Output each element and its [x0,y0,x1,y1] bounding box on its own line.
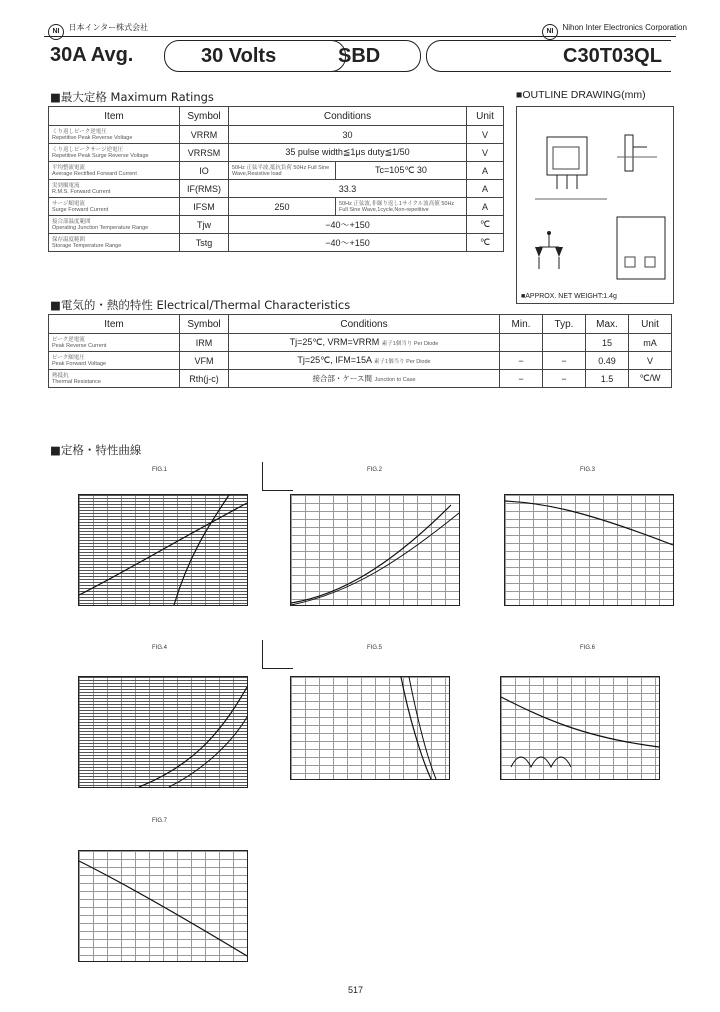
col-item: Item [49,107,180,126]
fig7-chart [78,850,248,962]
diode-symbol [535,247,543,257]
item-en: Repetitive Peak Surge Reverse Voltage [52,152,149,159]
col-conditions: Conditions [229,107,467,126]
item-en: Surge Forward Current [52,206,109,213]
table-row [49,180,504,198]
unit: ℃ [467,216,504,234]
elec-heading: ■電気的・熱的特性 Electrical/Thermal Characteristics [50,298,351,312]
conditions: −40〜+150 [229,216,467,234]
part-pill [426,40,671,72]
item-jp: くり返しピークサージ逆電圧 [52,146,124,153]
table-row [49,144,504,162]
page-number: 517 [348,985,364,995]
conditions: Tj=25℃, IFM=15A [297,355,372,365]
symbol: VRRM [180,126,229,144]
conditions: Tc=105℃ 30 [336,162,467,180]
curves-heading: ■定格・特性曲線 [50,443,142,457]
fig3-chart [504,494,674,606]
max: 1.5 [586,370,629,388]
col-typ: Typ. [543,315,586,334]
cond-note: Junction to Case [374,377,416,383]
max: 0.49 [586,352,629,370]
item-en: Operating Junction Temperature Range [52,224,149,231]
item-en: Peak Reverse Current [52,342,107,349]
fig4-curves [79,677,247,787]
side-view [625,135,633,171]
symbol: Tstg [180,234,229,252]
company-name-jp: 日本インター株式会社 [68,23,149,32]
fig4-label: FIG.4 [152,645,168,651]
fig4-chart [78,676,248,788]
col-unit: Unit [467,107,504,126]
fig3-label: FIG.3 [580,467,596,473]
col-min: Min. [500,315,543,334]
company-name-en: Nihon Inter Electronics Corporation [562,23,687,32]
footprint-view [617,217,665,279]
typ [543,334,586,352]
conditions: −40〜+150 [229,234,467,252]
logo-icon: NI [542,24,558,40]
unit: ℃/W [629,370,672,388]
min: − [500,370,543,388]
current-rating: 30A Avg. [50,44,134,66]
table-row [49,234,504,252]
fig6-curves [501,677,659,779]
item-en: R.M.S. Forward Current [52,188,111,195]
item-en: Thermal Resistance [52,378,101,385]
col-max: Max. [586,315,629,334]
package-tab [553,147,579,169]
col-symbol: Symbol [180,107,229,126]
symbol: IF(RMS) [180,180,229,198]
symbol: Rth(j-c) [180,370,229,388]
unit: V [467,126,504,144]
table-row [49,216,504,234]
fig7-curves [79,851,247,961]
outline-drawing [516,106,674,304]
item-jp: 保存温度範囲 [52,236,86,243]
col-symbol: Symbol [180,315,229,334]
fig2-bracket [262,462,293,491]
fig2-label: FIG.2 [367,467,383,473]
symbol: IO [180,162,229,180]
fig6-label: FIG.6 [580,645,596,651]
fig5-label: FIG.5 [367,645,383,651]
diode-symbol [555,247,563,257]
net-weight: ■APPROX. NET WEIGHT:1.4g [521,293,617,300]
max-ratings-heading: ■最大定格 Maximum Ratings [50,90,214,104]
unit: A [467,162,504,180]
fig1-label: FIG.1 [152,467,168,473]
cond-note: 素子1個当り Per Diode [381,341,439,347]
item-en: Repetitive Peak Reverse Voltage [52,134,133,141]
header-rule [44,36,676,37]
col-conditions: Conditions [229,315,500,334]
table-row [49,370,672,388]
symbol: IRM [180,334,229,352]
cond-note: 50Hz 正弦半波,抵抗負荷 50Hz Full Sine Wave,Resistive load [232,164,330,177]
unit: V [629,352,672,370]
table-row [49,352,672,370]
outline-heading: ■OUTLINE DRAWING(mm) [516,89,646,101]
company-logo-left [48,20,148,40]
fig1-curves [79,495,247,605]
table-row [49,198,504,216]
cond-note: 50Hz 正弦波,非繰り返し1サイクル波高値 50Hz Full Sine Wave,1cycle,Non-repetitive [339,200,455,213]
conditions: 接合部・ケース間 [312,374,373,383]
item-jp: ピーク逆電流 [52,336,85,343]
fig2-curves [291,495,459,605]
conditions: Tj=25℃, VRM=VRRM [289,337,380,347]
fig1-chart [78,494,248,606]
unit: mA [629,334,672,352]
col-unit: Unit [629,315,672,334]
logo-icon: NI [48,24,64,40]
fig5-bracket [262,640,293,669]
elec-table [48,314,672,388]
unit: A [467,198,504,216]
item-jp: 接合部温度範囲 [52,218,91,225]
item-jp: ピーク順電圧 [52,354,85,361]
item-en: Storage Temperature Range [52,242,122,249]
company-logo-right [542,20,687,40]
item-jp: 熱抵抗 [52,372,69,379]
symbol: VRRSM [180,144,229,162]
table-row [49,126,504,144]
col-item: Item [49,315,180,334]
item-jp: 実効順電流 [52,182,80,189]
max: 15 [586,334,629,352]
fig5-chart [290,676,450,780]
unit: A [467,180,504,198]
cond-note: 素子1個当り Per Diode [374,359,431,365]
max-ratings-table [48,106,504,252]
table-row [49,334,672,352]
fig3-curves [505,495,673,605]
symbol: IFSM [180,198,229,216]
unit: V [467,144,504,162]
table-header-row [49,315,672,334]
typ: − [543,370,586,388]
item-jp: くり返しピーク逆電圧 [52,128,107,135]
conditions: 33.3 [229,180,467,198]
type-pill [300,40,421,72]
device-type: SBD [338,45,381,67]
fig5-curves [291,677,449,779]
conditions: 35 pulse width≦1μs duty≦1/50 [229,144,467,162]
conditions: 30 [229,126,467,144]
unit: ℃ [467,234,504,252]
min [500,334,543,352]
fig2-chart [290,494,460,606]
symbol: VFM [180,352,229,370]
item-jp: 平均整流電流 [52,164,86,171]
part-number: C30T03QL [563,45,662,67]
package-drawing [517,107,673,303]
title-bar [48,40,672,72]
item-jp: サージ順電流 [52,200,85,207]
item-en: Peak Forward Voltage [52,360,107,367]
table-header-row [49,107,504,126]
fig6-chart [500,676,660,780]
min: − [500,352,543,370]
fig7-label: FIG.7 [152,818,168,824]
item-en: Average Rectified Forward Current [52,170,137,177]
table-row [49,162,504,180]
voltage-rating: 30 Volts [201,45,277,67]
symbol: Tjw [180,216,229,234]
typ: − [543,352,586,370]
conditions: 250 [229,198,336,216]
